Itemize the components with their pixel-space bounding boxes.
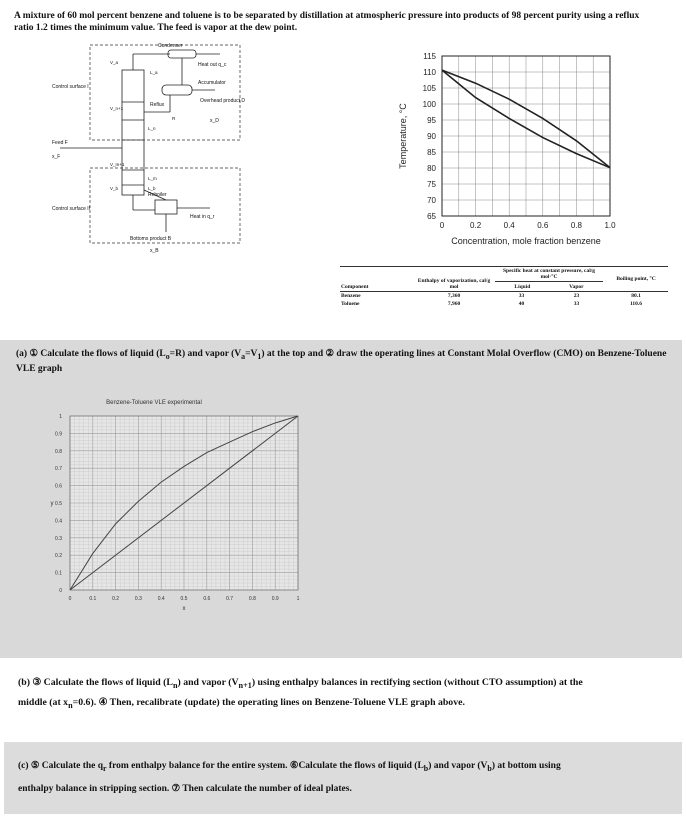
- col-header-enthalpy: Enthalpy of vaporization, cal/g mol: [417, 278, 491, 290]
- col-header-liquid: Liquid: [514, 284, 531, 290]
- control-surface-bottom-label: Control surface II: [52, 206, 91, 212]
- col-header-component: Component: [341, 284, 369, 290]
- stream-label: L_a: [150, 70, 158, 75]
- chart-title: Benzene-Toluene VLE experimental: [106, 400, 202, 406]
- x-tick-label: 0.7: [226, 596, 234, 602]
- y-tick-label: 95: [427, 116, 436, 125]
- stream-labels: [110, 60, 176, 191]
- y-tick-label: 0.2: [55, 553, 62, 560]
- overhead-product-label: Overhead product D: [200, 98, 246, 104]
- y-tick-label: 0.3: [55, 535, 62, 542]
- stream-label: V_n+1: [110, 106, 124, 111]
- y-tick-label: 115: [423, 52, 436, 61]
- stream-label: V_m+1: [110, 162, 125, 167]
- reflux-label: Reflux: [150, 102, 165, 108]
- x-tick-label: 0: [68, 596, 72, 602]
- question-a-text: (a) ① Calculate the flows of liquid $(L_o=R)$ and vapor $(V_a=V_1)$ at the top and ② draw the operating lines at Constant Molal Overflow (CMO) on Benzene-Toluene VLE graph: [16, 349, 667, 374]
- stream-label: L_m: [148, 176, 157, 181]
- table-row: Toluene 7,960 40 33 110.6: [341, 301, 643, 307]
- heat-out-label: Heat out q_c: [198, 62, 227, 68]
- x-axis-label: Concentration, mole fraction benzene: [451, 236, 601, 246]
- x-tick-label: 0.8: [570, 221, 582, 230]
- property-table: [340, 266, 668, 308]
- xd-label: x_D: [210, 118, 219, 124]
- y-tick-label: 0.9: [55, 431, 62, 438]
- col-header-specific-heat: Specific heat at constant pressure, cal/g mol·°C: [495, 268, 603, 282]
- x-tick-label: 0.9: [271, 596, 279, 602]
- x-tick-label: 0.6: [537, 221, 549, 230]
- y-tick-label: 0.5: [55, 501, 62, 507]
- x-tick-label: 0.1: [89, 596, 97, 602]
- y-tick-label: 0.7: [55, 466, 62, 473]
- control-surface-top-label: Control surface I: [52, 84, 89, 90]
- heat-in-label: Heat in q_r: [190, 214, 215, 220]
- x-tick-label: 0.4: [157, 596, 165, 602]
- condenser-label: Condenser: [158, 43, 183, 49]
- y-tick-label: 75: [427, 180, 436, 189]
- y-tick-label: 110: [423, 68, 436, 77]
- x-tick-label: 0.2: [112, 596, 120, 602]
- stream-label: R: [172, 116, 176, 121]
- feed-label: Feed F: [52, 140, 68, 146]
- xy-equilibrium-chart: [46, 392, 316, 612]
- y-tick-label: 100: [422, 100, 436, 109]
- y-tick-label: 80: [427, 164, 436, 173]
- col-header-boiling: Boiling point, °C: [616, 276, 656, 282]
- stream-label: L_b: [148, 186, 156, 191]
- accumulator-label: Accumulator: [198, 80, 226, 86]
- y-axis-label: Temperature, °C: [398, 103, 408, 169]
- bottoms-product-label: Bottoms product B: [130, 236, 172, 242]
- question-b-text: (b) ③ Calculate the flows of liquid $(L_n)$ and vapor $(V_{n+1})$ using enthalpy balances in rectifying section (without CTO assumption) at the middle (at $x_n=0.6$). ④ Then, recalibrate (update) the operating lines on Benzene-Toluene VLE graph above.: [18, 677, 583, 710]
- y-tick-label: 85: [427, 148, 436, 157]
- y-tick-label: 0.6: [55, 483, 62, 490]
- stream-label: L_n: [148, 126, 156, 131]
- distillation-column-diagram: [50, 40, 280, 255]
- y-tick-label: 105: [422, 84, 436, 93]
- stream-label: V_b: [110, 186, 119, 191]
- reboiler-label: Reboiler: [148, 192, 167, 198]
- y-tick-label: 65: [427, 212, 436, 221]
- y-tick-label: 0: [59, 588, 62, 594]
- problem-statement: A mixture of 60 mol percent benzene and toluene is to be separated by distillation at atmospheric pressure into products of 98 percent purity using a reflux ratio 1.2 times the minimum value. The feed is vapor at the dew point.: [14, 11, 640, 33]
- y-tick-label: 0.8: [55, 448, 62, 455]
- x-tick-label: 0.8: [248, 596, 256, 602]
- y-tick-label: 70: [427, 196, 436, 205]
- x-tick-label: 0: [439, 221, 445, 230]
- x-tick-label: 0.5: [180, 596, 188, 602]
- xb-label: x_B: [150, 248, 159, 254]
- table-row: Benzene 7,360 33 23 80.1: [341, 293, 641, 299]
- x-tick-label: 0.4: [503, 221, 515, 230]
- x-axis-label: x: [182, 606, 186, 612]
- x-tick-label: 0.6: [203, 596, 211, 602]
- xf-label: x_F: [52, 154, 61, 160]
- y-axis-label: y: [50, 501, 54, 507]
- txy-chart: [392, 44, 662, 258]
- x-tick-label: 1.0: [604, 221, 616, 230]
- question-c-text: (c) ⑤ Calculate the $q_r$ from enthalpy balance for the entire system. ⑥Calculate the flows of liquid $(L_b)$ and vapor $(V_b)$ at bottom using enthalpy balance in stripping section. ⑦ Then calculate the number of ideal plates.: [18, 761, 561, 794]
- x-tick-label: 0.3: [134, 596, 142, 602]
- y-tick-label: 1: [59, 414, 62, 420]
- x-tick-label: 0.2: [470, 221, 482, 230]
- y-tick-label: 90: [427, 132, 436, 141]
- col-header-vapor: Vapor: [569, 284, 584, 290]
- x-tick-label: 1: [296, 596, 300, 602]
- stream-label: V_a: [110, 60, 119, 65]
- y-tick-label: 0.4: [55, 518, 62, 525]
- y-tick-label: 0.1: [55, 570, 62, 577]
